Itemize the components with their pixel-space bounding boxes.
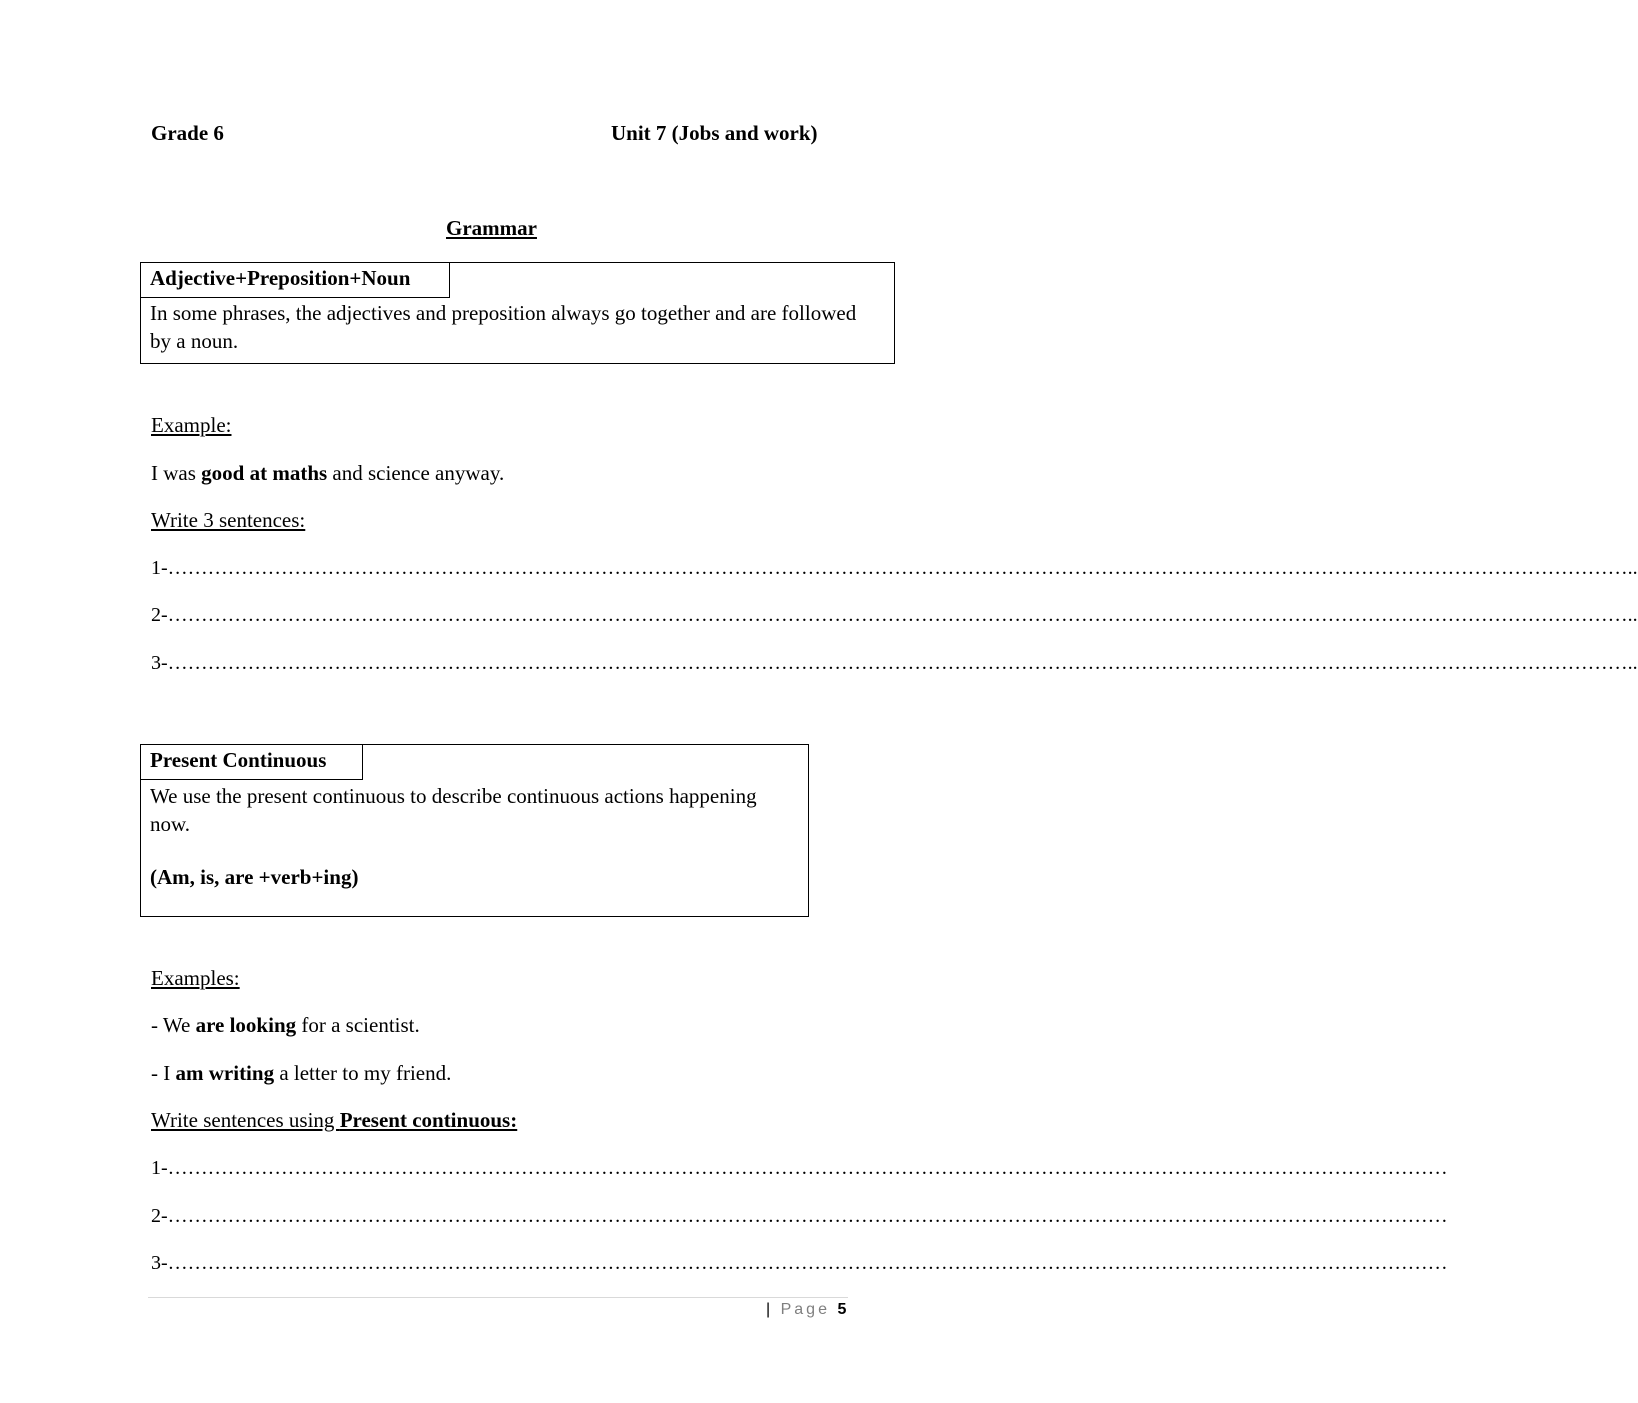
present-continuous-tab: Present Continuous [140, 744, 363, 780]
answer-line-1[interactable]: 1-………………………………………………………………………………………………………………………………………………………………………………………………….. [151, 557, 1638, 579]
footer-page-label: Page [780, 1301, 830, 1318]
present-continuous-formula: (Am, is, are +verb+ing) [150, 865, 359, 889]
adjective-preposition-noun-box [140, 262, 895, 364]
grade-label: Grade 6 [151, 121, 224, 145]
example-text-pre: I was [151, 461, 202, 485]
example-label: Example: [151, 413, 232, 437]
footer-separator: | [766, 1301, 774, 1318]
example-1-post: for a scientist. [296, 1013, 420, 1037]
example-sentence-1 [151, 1013, 420, 1038]
pc-answer-line-2[interactable]: 2-………………………………………………………………………………………………………………………………………………………………………… [151, 1205, 1448, 1227]
examples-label: Examples: [151, 966, 240, 990]
example-2-bold: am writing [175, 1061, 275, 1085]
example-sentence [151, 461, 504, 486]
write-present-continuous-label [151, 1108, 517, 1133]
page-number-footer [766, 1301, 846, 1319]
answer-line-2[interactable]: 2-………………………………………………………………………………………………………………………………………………………………………………………………….. [151, 604, 1638, 626]
pc-answer-line-1[interactable]: 1-………………………………………………………………………………………………………………………………………………………………………… [151, 1157, 1448, 1179]
present-continuous-box [140, 744, 809, 917]
example-1-bold: are looking [195, 1013, 297, 1037]
adjective-preposition-noun-tab: Adjective+Preposition+Noun [140, 262, 450, 298]
answer-line-3[interactable]: 3-………………………………………………………………………………………………………………………………………………………………………………………………….. [151, 652, 1638, 674]
example-2-pre: - I [151, 1061, 176, 1085]
example-1-pre: - We [151, 1013, 196, 1037]
adjective-preposition-noun-description: In some phrases, the adjectives and preposition always go together and are followed by a noun. [150, 301, 857, 353]
example-text-bold: good at maths [201, 461, 328, 485]
footer-divider [148, 1297, 848, 1298]
present-continuous-description: We use the present continuous to describe continuous actions happening now. [150, 784, 757, 836]
example-sentence-2 [151, 1061, 451, 1086]
example-2-post: a letter to my friend. [274, 1061, 452, 1085]
write-sentences-label: Write 3 sentences: [151, 508, 306, 532]
footer-page-number: 5 [837, 1301, 847, 1318]
page-title: Grammar [446, 216, 537, 240]
pc-answer-line-3[interactable]: 3-………………………………………………………………………………………………………………………………………………………………………… [151, 1252, 1448, 1274]
example-text-post: and science anyway. [327, 461, 505, 485]
write-label-bold: Present continuous: [339, 1108, 518, 1132]
write-label-pre: Write sentences using [151, 1108, 340, 1132]
unit-title: Unit 7 (Jobs and work) [611, 121, 818, 145]
